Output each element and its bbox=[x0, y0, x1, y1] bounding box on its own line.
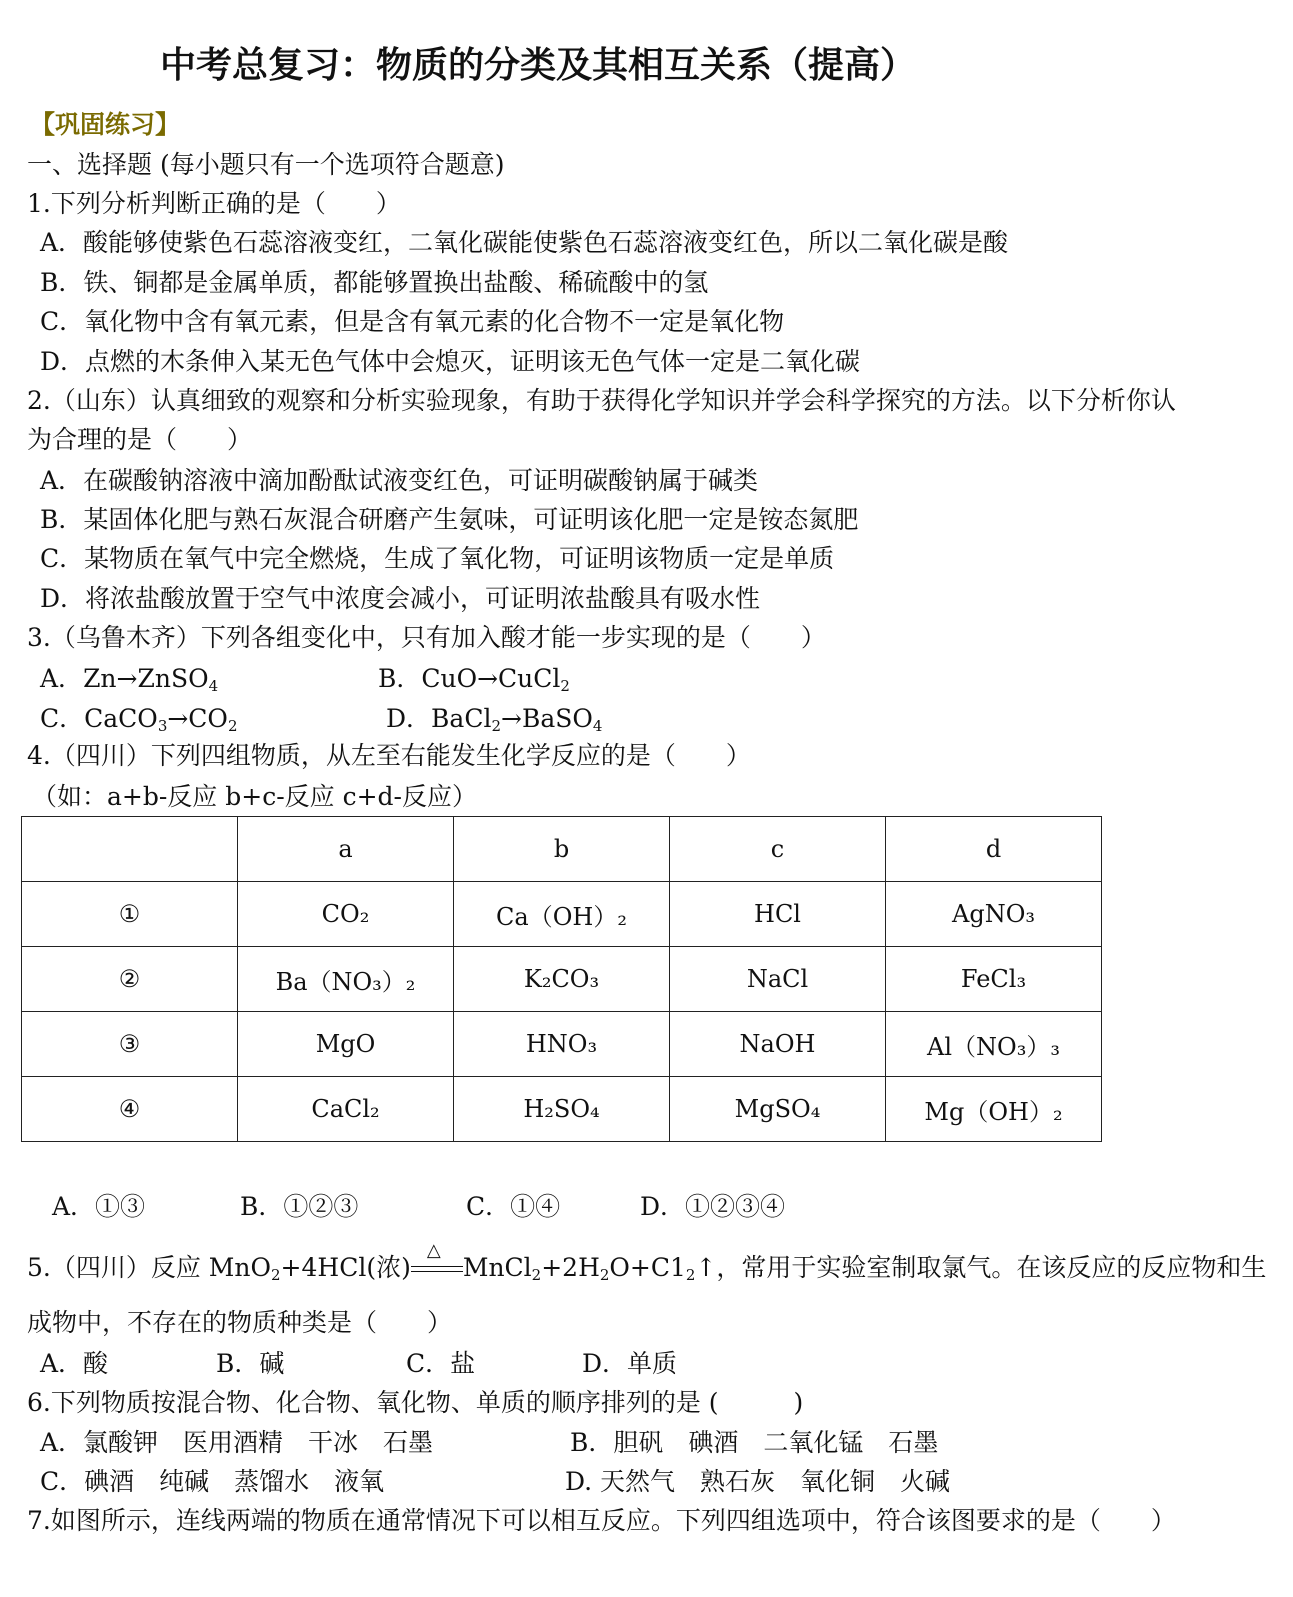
table-cell: AgNO₃ bbox=[886, 882, 1102, 947]
q1-option-c: C．氧化物中含有氧元素，但是含有氧元素的化合物不一定是氧化物 bbox=[40, 307, 785, 336]
q7-stem: 7.如图所示，连线两端的物质在通常情况下可以相互反应。下列四组选项中，符合该图要求的是（ ） bbox=[27, 1506, 1176, 1535]
q3-stem: 3.（乌鲁木齐）下列各组变化中，只有加入酸才能一步实现的是（ ） bbox=[27, 623, 826, 652]
q6-option-c: C．碘酒 纯碱 蒸馏水 液氧 bbox=[40, 1467, 385, 1496]
q4-option-a: A．①③ bbox=[52, 1192, 146, 1221]
table-cell: Mg（OH）₂ bbox=[886, 1077, 1102, 1142]
heat-equals-sign bbox=[411, 1239, 463, 1280]
table-header-cell: d bbox=[886, 817, 1102, 882]
table-cell: HCl bbox=[670, 882, 886, 947]
table-row bbox=[22, 882, 1102, 947]
q2-option-c: C．某物质在氧气中完全燃烧，生成了氧化物，可证明该物质一定是单质 bbox=[40, 544, 835, 573]
q6-option-a: A．氯酸钾 医用酒精 干冰 石墨 bbox=[40, 1428, 434, 1457]
table-header-cell bbox=[22, 817, 238, 882]
table-cell: NaCl bbox=[670, 947, 886, 1012]
table-header-cell: b bbox=[454, 817, 670, 882]
q3-option-b: B．CuO→CuCl$_2$ bbox=[378, 664, 570, 695]
q2-stem-line2: 为合理的是（ ） bbox=[27, 425, 253, 454]
table-cell: FeCl₃ bbox=[886, 947, 1102, 1012]
q1-option-d: D．点燃的木条伸入某无色气体中会熄灭，证明该无色气体一定是二氧化碳 bbox=[40, 347, 861, 376]
q6-stem: 6.下列物质按混合物、化合物、氧化物、单质的顺序排列的是 ( ) bbox=[27, 1388, 804, 1417]
q4-note: （如：a+b-反应 b+c-反应 c+d-反应） bbox=[32, 782, 477, 811]
q5-option-b: B．碱 bbox=[216, 1349, 285, 1378]
q2-option-d: D．将浓盐酸放置于空气中浓度会减小，可证明浓盐酸具有吸水性 bbox=[40, 584, 761, 613]
q6-option-d: D. 天然气 熟石灰 氧化铜 火碱 bbox=[565, 1467, 951, 1496]
q4-option-c: C．①④ bbox=[466, 1192, 561, 1221]
q4-option-d: D．①②③④ bbox=[640, 1192, 786, 1221]
q5-stem-line1: 5.（四川）反应 MnO$_2$+4HCl(浓) △ $MnCl_2+2H_2O+C1_2↑$，常用于实验室制取氯气。在该反应的反应物和生 bbox=[27, 1251, 1266, 1285]
q5-option-c: C．盐 bbox=[406, 1349, 476, 1378]
reaction-table bbox=[21, 816, 1102, 1142]
q5-stem-line2: 成物中，不存在的物质种类是（ ） bbox=[27, 1308, 453, 1337]
table-cell: Ba（NO₃）₂ bbox=[238, 947, 454, 1012]
part-heading: 一、选择题 (每小题只有一个选项符合题意) bbox=[27, 150, 505, 179]
table-cell: ① bbox=[22, 882, 238, 947]
table-cell: HNO₃ bbox=[454, 1012, 670, 1077]
q2-option-a: A．在碳酸钠溶液中滴加酚酞试液变红色，可证明碳酸钠属于碱类 bbox=[40, 466, 759, 495]
table-cell: H₂SO₄ bbox=[454, 1077, 670, 1142]
q4-stem: 4.（四川）下列四组物质，从左至右能发生化学反应的是（ ） bbox=[27, 741, 751, 770]
table-header-row bbox=[22, 817, 1102, 882]
table-cell: ② bbox=[22, 947, 238, 1012]
q3-option-a: A．Zn→ZnSO$_4$ bbox=[40, 664, 219, 695]
table-cell: NaOH bbox=[670, 1012, 886, 1077]
q5-option-d: D．单质 bbox=[582, 1349, 678, 1378]
table-row bbox=[22, 947, 1102, 1012]
q6-option-b: B．胆矾 碘酒 二氧化锰 石墨 bbox=[570, 1428, 939, 1457]
heat-triangle-icon: △ bbox=[426, 1239, 441, 1261]
q1-option-a: A．酸能够使紫色石蕊溶液变红，二氧化碳能使紫色石蕊溶液变红色，所以二氧化碳是酸 bbox=[40, 228, 1009, 257]
section-heading: 【巩固练习】 bbox=[30, 110, 181, 139]
q2-stem-line1: 2.（山东）认真细致的观察和分析实验现象，有助于获得化学知识并学会科学探究的方法。以下分析你认 bbox=[27, 386, 1176, 415]
q1-option-b: B．铁、铜都是金属单质，都能够置换出盐酸、稀硫酸中的氢 bbox=[40, 268, 709, 297]
table-cell: Ca（OH）₂ bbox=[454, 882, 670, 947]
table-header-cell: a bbox=[238, 817, 454, 882]
table-cell: Al（NO₃）₃ bbox=[886, 1012, 1102, 1077]
q1-stem: 1.下列分析判断正确的是（ ） bbox=[27, 189, 401, 218]
q3-option-d: D．BaCl$_2$→BaSO$_4$ bbox=[386, 704, 603, 735]
table-header-cell: c bbox=[670, 817, 886, 882]
q3-option-c: C．$CaCO_3\to CO_2$ bbox=[40, 704, 238, 735]
table-cell: ③ bbox=[22, 1012, 238, 1077]
table-row bbox=[22, 1077, 1102, 1142]
q5-option-a: A．酸 bbox=[40, 1349, 109, 1378]
table-cell: ④ bbox=[22, 1077, 238, 1142]
table-cell: CaCl₂ bbox=[238, 1077, 454, 1142]
table-cell: MgSO₄ bbox=[670, 1077, 886, 1142]
page-title: 中考总复习：物质的分类及其相互关系（提高） bbox=[160, 45, 917, 86]
table-cell: CO₂ bbox=[238, 882, 454, 947]
q2-option-b: B．某固体化肥与熟石灰混合研磨产生氨味，可证明该化肥一定是铵态氮肥 bbox=[40, 505, 859, 534]
table-row bbox=[22, 1012, 1102, 1077]
table-cell: MgO bbox=[238, 1012, 454, 1077]
q4-option-b: B．①②③ bbox=[240, 1192, 359, 1221]
table-cell: K₂CO₃ bbox=[454, 947, 670, 1012]
